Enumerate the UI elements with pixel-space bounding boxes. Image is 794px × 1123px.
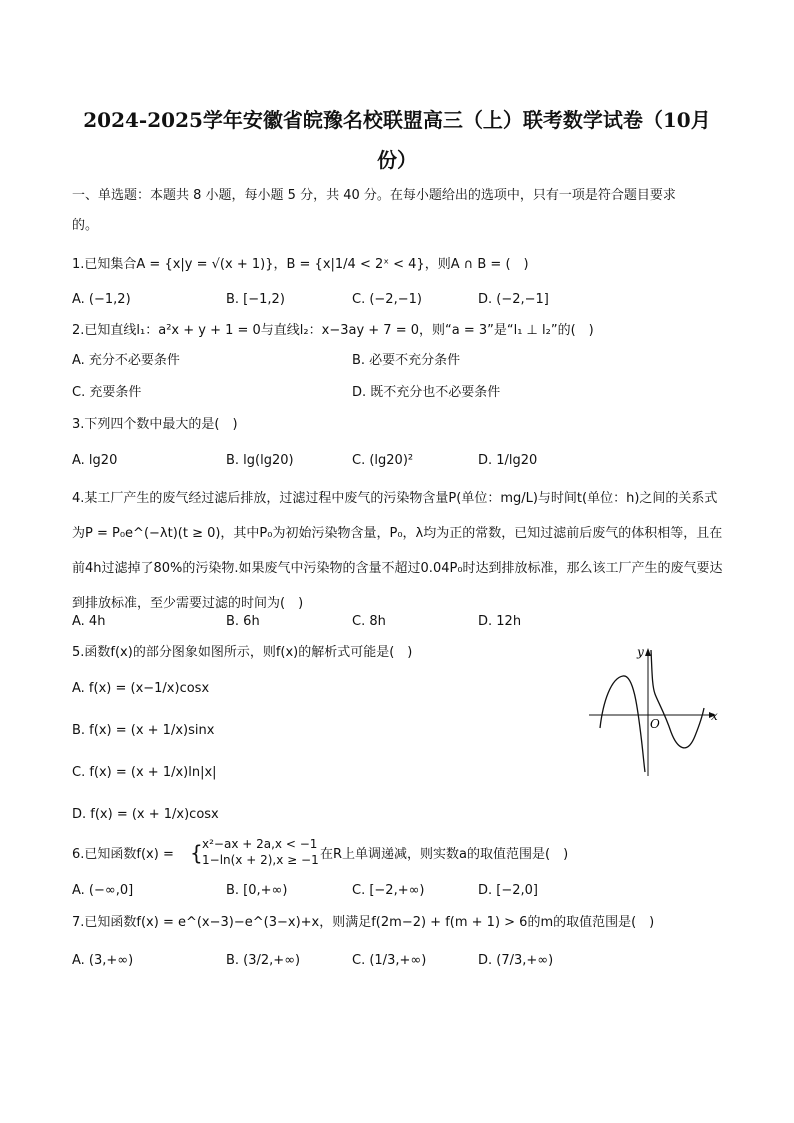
- question-1-option-d: D. (−2,−1]: [478, 292, 549, 307]
- section-heading-continued: 的。: [72, 218, 99, 233]
- question-6-case-1: x²−ax + 2a,x < −1: [202, 837, 318, 851]
- question-4-option-b: B. 6h: [226, 614, 260, 629]
- question-6-stem-suffix: 在R上单调递减，则实数a的取值范围是( ): [320, 847, 569, 862]
- question-2-option-d: D. 既不充分也不必要条件: [352, 385, 501, 400]
- question-6-case-2: 1−ln(x + 2),x ≥ −1: [202, 853, 319, 867]
- origin-label: O: [650, 717, 660, 731]
- question-7-option-c: C. (1/3,+∞): [352, 953, 427, 968]
- question-6-option-b: B. [0,+∞): [226, 883, 288, 898]
- question-7-option-b: B. (3/2,+∞): [226, 953, 301, 968]
- question-3-option-d: D. 1/lg20: [478, 453, 538, 468]
- question-4-option-a: A. 4h: [72, 614, 106, 629]
- question-5-option-d: D. f(x) = (x + 1/x)cosx: [72, 807, 219, 822]
- function-graph: [585, 640, 725, 780]
- question-6-option-d: D. [−2,0]: [478, 883, 538, 898]
- question-4-option-c: C. 8h: [352, 614, 386, 629]
- curve-left-branch: [600, 676, 645, 772]
- y-axis-label: y: [637, 645, 644, 659]
- question-7-option-a: A. (3,+∞): [72, 953, 134, 968]
- question-3-option-c: C. (lg20)²: [352, 453, 414, 468]
- question-1-stem: 1.已知集合A = {x|y = √(x + 1)}，B = {x|1/4 < 2ˣ < 4}，则A ∩ B = ( ): [72, 257, 529, 272]
- question-3-option-b: B. lg(lg20): [226, 453, 294, 468]
- question-6-stem-prefix: 6.已知函数f(x) =: [72, 847, 174, 862]
- question-3-option-a: A. lg20: [72, 453, 118, 468]
- question-4-stem: 4.某工厂产生的废气经过滤后排放，过滤过程中废气的污染物含量P(单位：mg/L)与时间t(单位：h)之间的关系式为P = P₀e^(−λt)(t ≥ 0)，其中P₀为初始污染物含量，P₀，λ均为正的常数，已知过滤前后废气的体积相等，且在前4h过滤掉了80%的污染物.如果废气中污染物的含量不超过0.04P₀时达到排放标准，那么该工厂产生的废气要达到排放标准，至少需要过滤的时间为( ): [72, 491, 723, 611]
- curve-right-branch: [651, 650, 704, 748]
- section-heading: 一、单选题：本题共 8 小题，每小题 5 分，共 40 分。在每小题给出的选项中，只有一项是符合题目要求: [72, 188, 676, 203]
- question-2-option-a: A. 充分不必要条件: [72, 353, 180, 368]
- question-2-option-c: C. 充要条件: [72, 385, 142, 400]
- question-3-stem: 3.下列四个数中最大的是( ): [72, 417, 238, 432]
- question-5-option-a: A. f(x) = (x−1/x)cosx: [72, 681, 210, 696]
- question-5-option-b: B. f(x) = (x + 1/x)sinx: [72, 723, 215, 738]
- question-6-option-c: C. [−2,+∞): [352, 883, 425, 898]
- question-5-stem: 5.函数f(x)的部分图象如图所示，则f(x)的解析式可能是( ): [72, 645, 413, 660]
- question-6-brace: {: [190, 841, 203, 865]
- page-title: 2024-2025学年安徽省皖豫名校联盟高三（上）联考数学试卷（10月: [83, 108, 711, 132]
- question-7-stem: 7.已知函数f(x) = e^(x−3)−e^(3−x)+x，则满足f(2m−2) + f(m + 1) > 6的m的取值范围是( ): [72, 915, 655, 930]
- question-5-option-c: C. f(x) = (x + 1/x)ln|x|: [72, 765, 217, 780]
- question-6-option-a: A. (−∞,0]: [72, 883, 134, 898]
- question-4-option-d: D. 12h: [478, 614, 522, 629]
- question-2-stem: 2.已知直线l₁：a²x + y + 1 = 0与直线l₂：x−3ay + 7 = 0，则“a = 3”是“l₁ ⊥ l₂”的( ): [72, 323, 594, 338]
- question-7-option-d: D. (7/3,+∞): [478, 953, 554, 968]
- x-axis-label: x: [711, 709, 718, 723]
- question-1-option-c: C. (−2,−1): [352, 292, 422, 307]
- question-1-option-a: A. (−1,2): [72, 292, 131, 307]
- question-1-option-b: B. [−1,2): [226, 292, 285, 307]
- page-title-continued: 份）: [377, 148, 417, 172]
- question-2-option-b: B. 必要不充分条件: [352, 353, 461, 368]
- y-axis-arrow: [645, 648, 651, 656]
